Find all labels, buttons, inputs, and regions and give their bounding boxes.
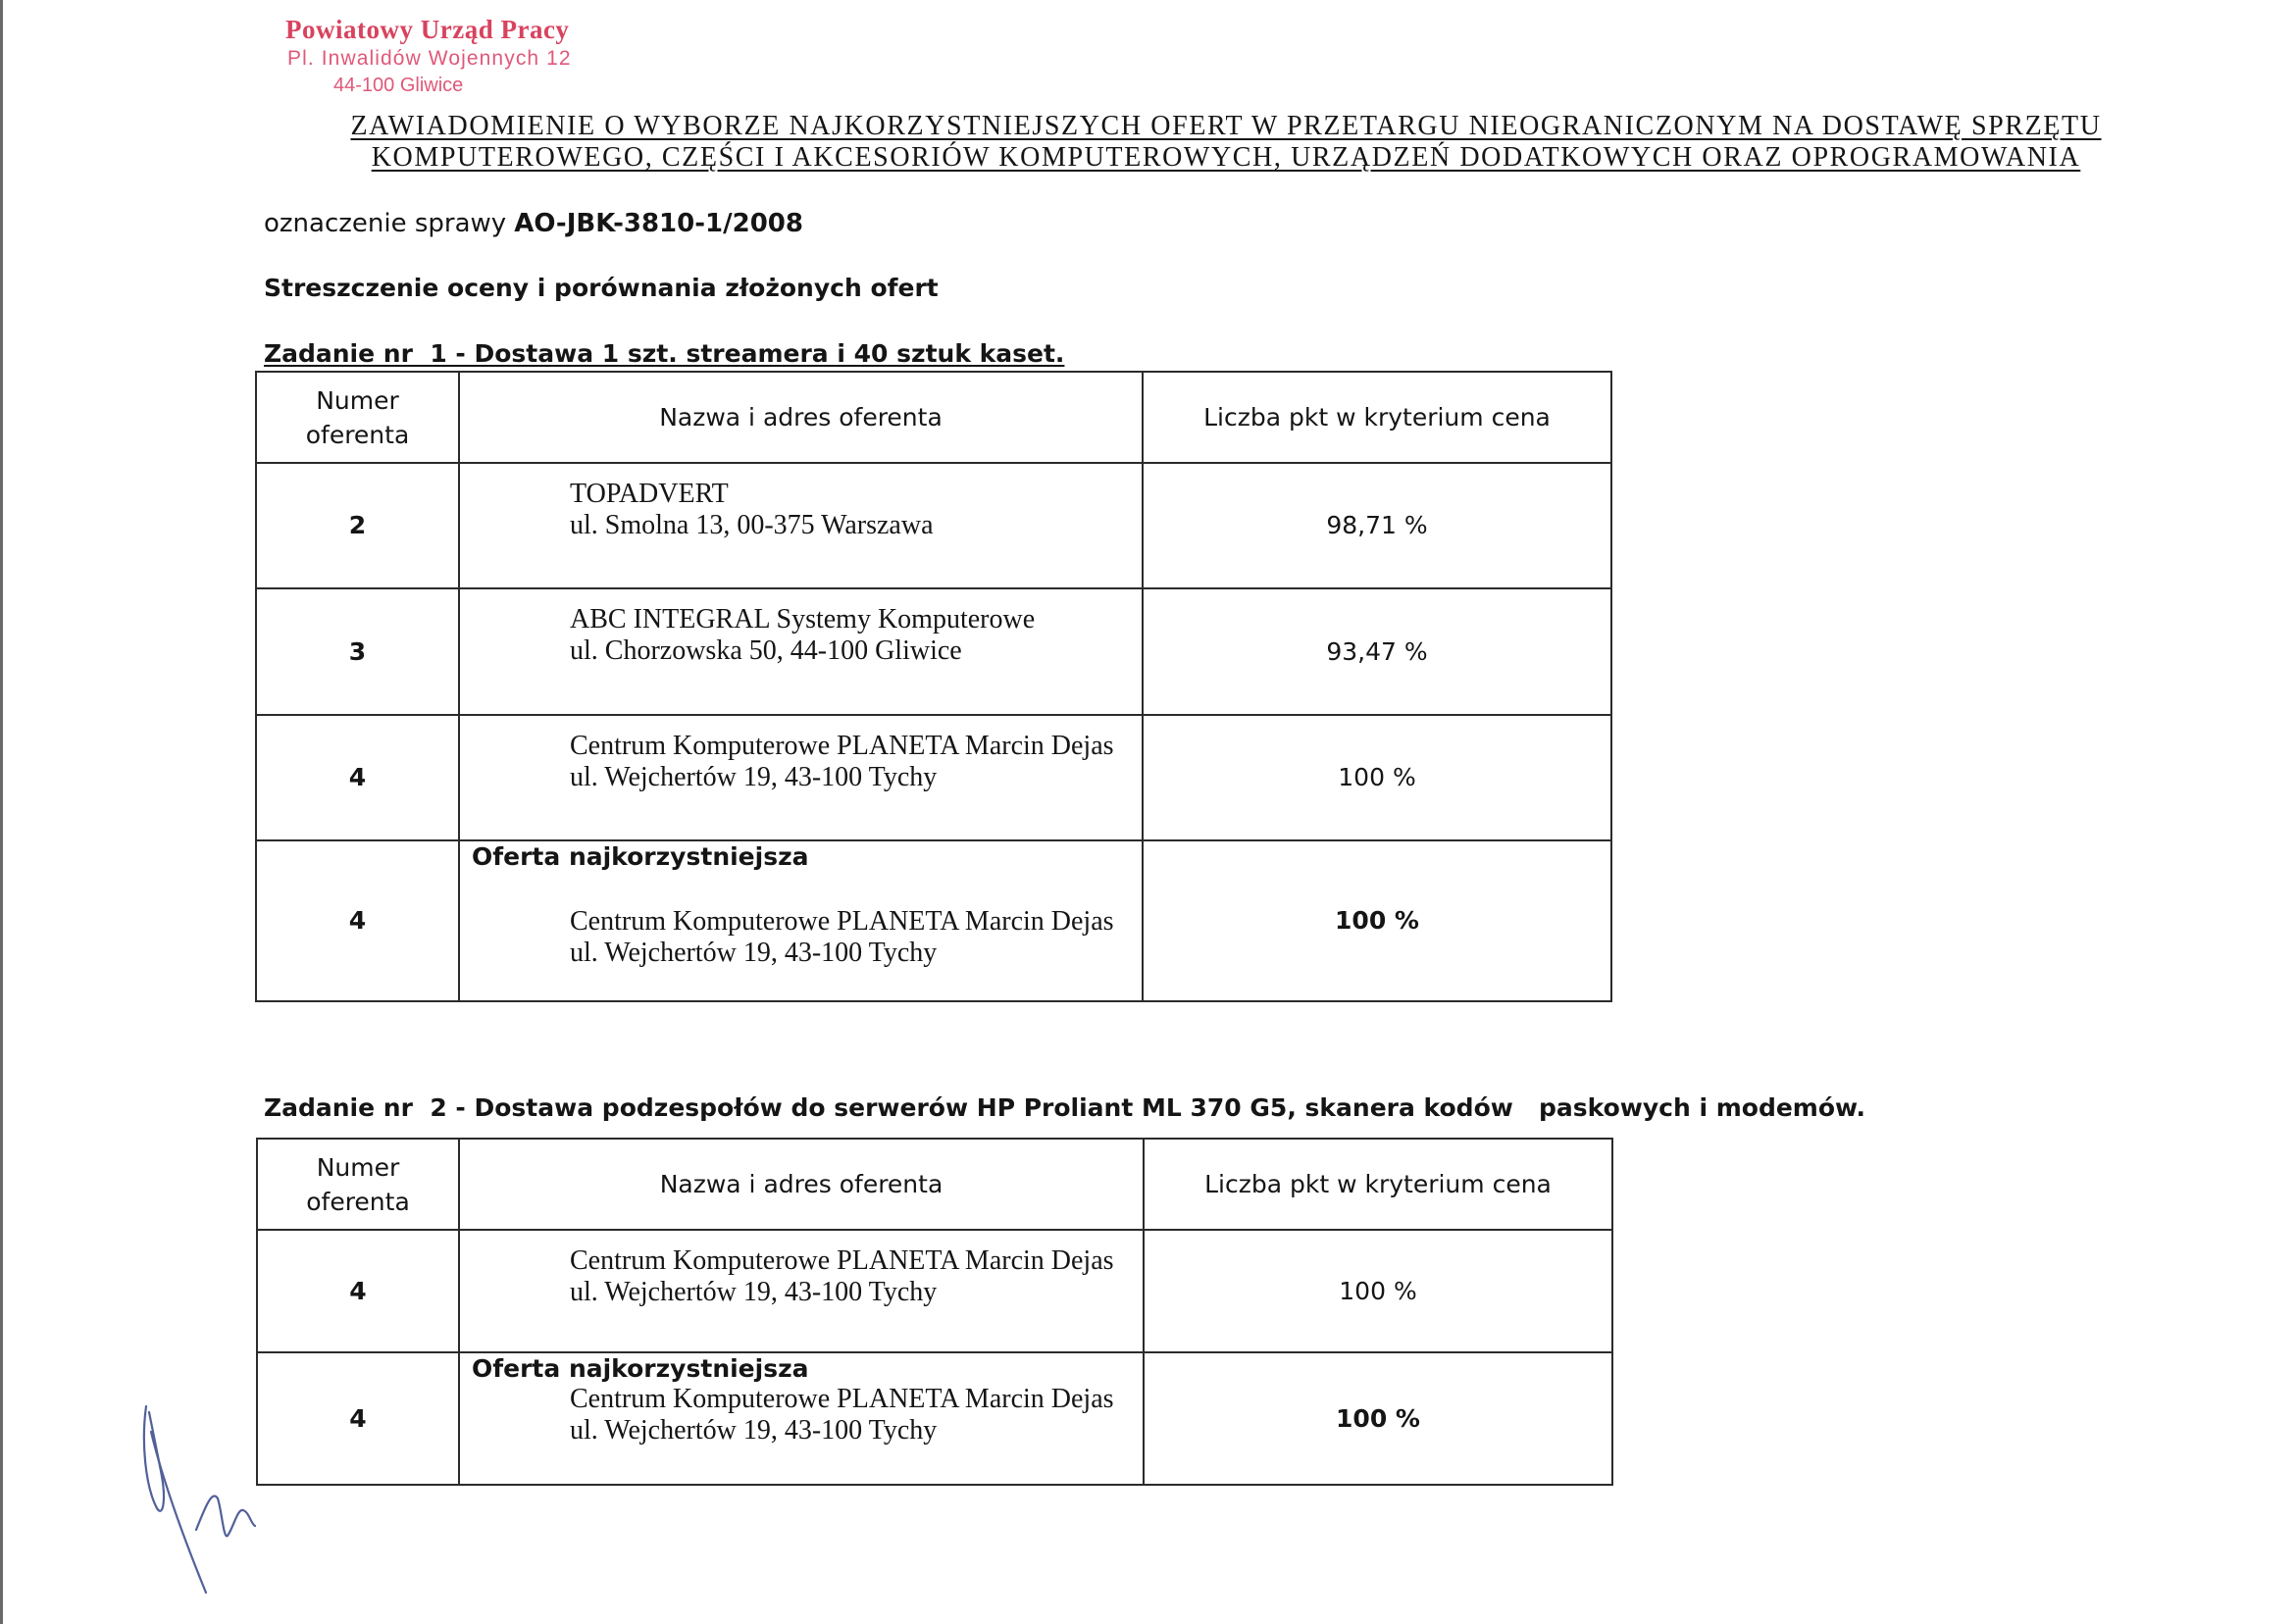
best-offer-name: Centrum Komputerowe PLANETA Marcin Dejas — [570, 906, 1114, 937]
offer-score: 100 % — [1143, 715, 1611, 840]
header-offer-number-label: Numer oferenta — [306, 1152, 410, 1216]
signature-stroke — [151, 1432, 206, 1593]
document-title-line-2: KOMPUTEROWEGO, CZĘŚCI I AKCESORIÓW KOMPUTEROWYCH, URZĄDZEŃ DODATKOWYCH ORAZ OPROGRAMOWANIA — [371, 142, 2081, 173]
table-row — [256, 463, 1611, 588]
table-row — [256, 715, 1611, 840]
best-offer-score: 100 % — [1143, 840, 1611, 1001]
offer-number: 4 — [257, 1230, 459, 1352]
header-offer-number — [256, 372, 459, 463]
handwritten-signature — [128, 1393, 275, 1603]
best-offer-label: Oferta najkorzystniejsza — [472, 1354, 809, 1383]
best-offer-number: 4 — [256, 840, 459, 1001]
header-offer-name: Nazwa i adres oferenta — [459, 372, 1143, 463]
task-1-heading: Zadanie nr 1 - Dostawa 1 szt. streamera i 40 sztuk kaset. — [264, 339, 1065, 368]
header-offer-number — [257, 1139, 459, 1230]
header-score: Liczba pkt w kryterium cena — [1143, 372, 1611, 463]
signature-stroke — [144, 1406, 164, 1511]
table-header-row — [256, 372, 1611, 463]
best-offer-row — [256, 840, 1611, 1001]
document-title-line-1: ZAWIADOMIENIE O WYBORZE NAJKORZYSTNIEJSZYCH OFERT W PRZETARGU NIEOGRANICZONYM NA DOSTAWĘ SPRZĘTU — [350, 111, 2102, 141]
best-offer-name: Centrum Komputerowe PLANETA Marcin Dejas — [570, 1384, 1114, 1414]
offer-name: Centrum Komputerowe PLANETA Marcin Dejas — [570, 731, 1114, 761]
best-offer-details — [460, 906, 1142, 969]
offer-name-address — [459, 1230, 1144, 1352]
header-offer-name: Nazwa i adres oferenta — [459, 1139, 1144, 1230]
best-offer-address: ul. Wejchertów 19, 43-100 Tychy — [570, 1415, 938, 1446]
offer-address: ul. Wejchertów 19, 43-100 Tychy — [570, 1277, 938, 1307]
scan-edge — [0, 0, 3, 1624]
best-offer-label: Oferta najkorzystniejsza — [472, 842, 809, 871]
table-header-row — [257, 1139, 1612, 1230]
task-2-heading: Zadanie nr 2 - Dostawa podzespołów do serwerów HP Proliant ML 370 G5, skanera kodów paskowych i modemów. — [264, 1093, 1866, 1122]
case-reference-label: oznaczenie sprawy — [264, 209, 507, 238]
best-offer-details — [460, 1384, 1143, 1446]
task-1-offers-table — [255, 371, 1612, 1002]
case-reference-number: AO-JBK-3810-1/2008 — [514, 209, 803, 238]
signature-stroke — [196, 1497, 255, 1537]
case-reference — [264, 206, 803, 241]
table-row — [257, 1230, 1612, 1352]
best-offer-row — [257, 1352, 1612, 1485]
offer-name-address — [459, 463, 1143, 588]
best-offer-name-address — [459, 840, 1143, 1001]
stamp-city: 44-100 Gliwice — [333, 75, 464, 96]
header-score: Liczba pkt w kryterium cena — [1144, 1139, 1612, 1230]
offer-address: ul. Smolna 13, 00-375 Warszawa — [570, 510, 934, 540]
best-offer-name-address — [459, 1352, 1144, 1485]
best-offer-number: 4 — [257, 1352, 459, 1485]
offer-name: ABC INTEGRAL Systemy Komputerowe — [570, 604, 1036, 634]
offer-address: ul. Wejchertów 19, 43-100 Tychy — [570, 762, 938, 792]
offer-number: 3 — [256, 588, 459, 715]
header-offer-number-label: Numer oferenta — [305, 385, 410, 449]
stamp-street: Pl. Inwalidów Wojennych 12 — [287, 47, 572, 70]
offer-name: Centrum Komputerowe PLANETA Marcin Dejas — [570, 1245, 1114, 1276]
offer-score: 98,71 % — [1143, 463, 1611, 588]
summary-heading: Streszczenie oceny i porównania złożonych ofert — [264, 274, 939, 302]
offer-name-address — [459, 588, 1143, 715]
offer-score: 100 % — [1144, 1230, 1612, 1352]
stamp-office-name: Powiatowy Urząd Pracy — [285, 15, 570, 44]
best-offer-score: 100 % — [1144, 1352, 1612, 1485]
best-offer-address: ul. Wejchertów 19, 43-100 Tychy — [570, 938, 938, 968]
offer-name: TOPADVERT — [570, 479, 729, 509]
task-2-offers-table — [256, 1138, 1613, 1486]
offer-name-address — [459, 715, 1143, 840]
offer-address: ul. Chorzowska 50, 44-100 Gliwice — [570, 635, 962, 666]
offer-number: 4 — [256, 715, 459, 840]
table-row — [256, 588, 1611, 715]
offer-score: 93,47 % — [1143, 588, 1611, 715]
offer-number: 2 — [256, 463, 459, 588]
